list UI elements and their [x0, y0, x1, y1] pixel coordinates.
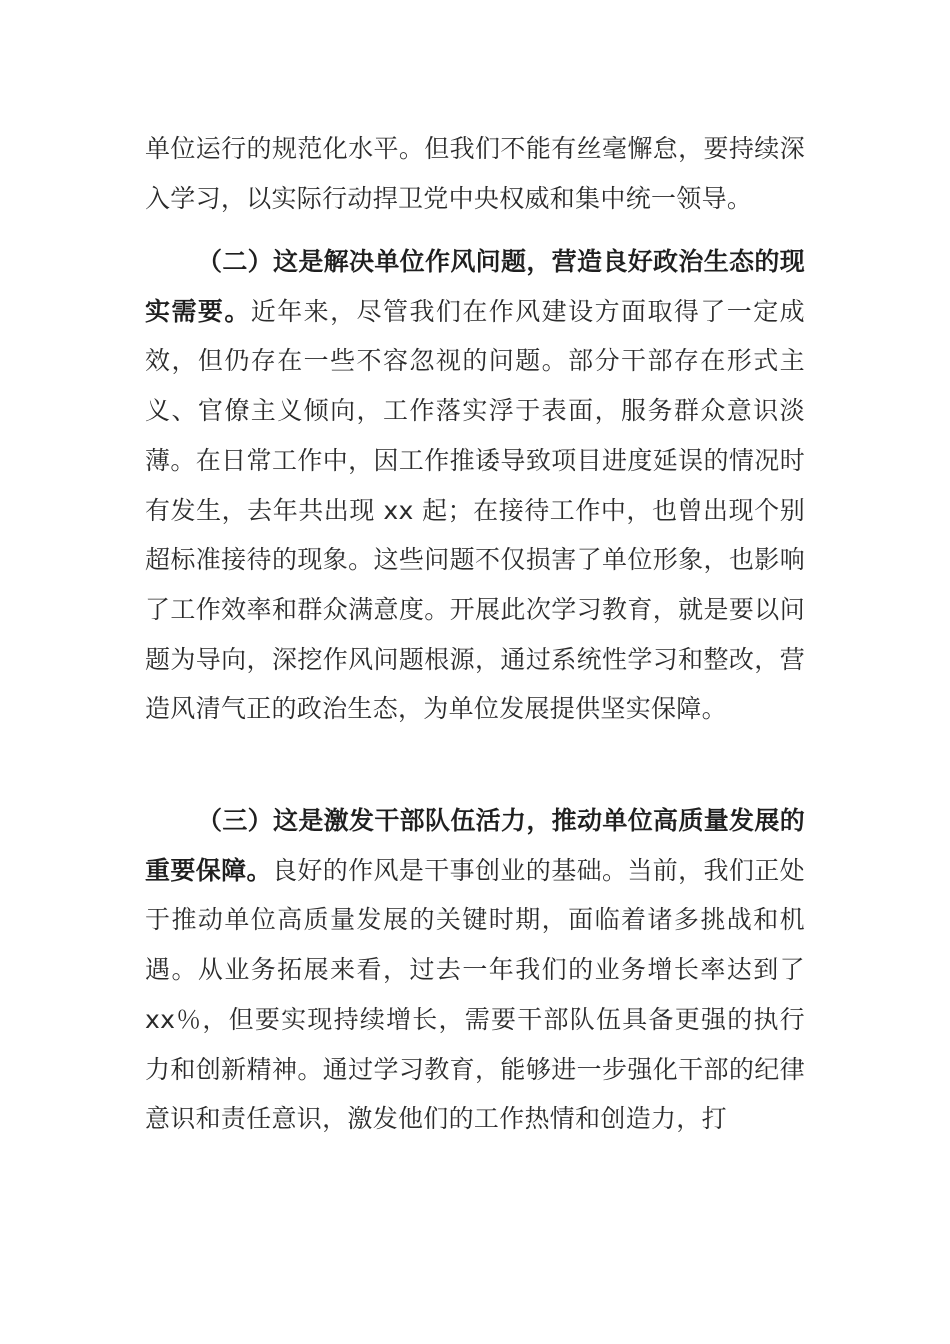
section-two-block: [145, 237, 805, 734]
section-three-block: [145, 796, 805, 1144]
continuation-paragraph: 单位运行的规范化水平。但我们不能有丝毫懈怠，要持续深入学习，以实际行动捍卫党中央权威和集中统一领导。: [145, 134, 805, 213]
section-two-body: 近年来，尽管我们在作风建设方面取得了一定成效，但仍存在一些不容忽视的问题。部分干部存在形式主义、官僚主义倾向，工作落实浮于表面，服务群众意识淡薄。在日常工作中，因工作推诿导致项目进度延误的情况时有发生，去年共出现 xx 起；在接待工作中，也曾出现个别超标准接待的现象。这些问题不仅损害了单位形象，也影响了工作效率和群众满意度。开展此次学习教育，就是要以问题为导向，深挖作风问题根源，通过系统性学习和整改，营造风清气正的政治生态，为单位发展提供坚实保障。: [145, 296, 805, 724]
section-two-paragraph: [145, 237, 805, 734]
section-three-heading: （三）这是激发干部队伍活力，推动单位高质量发展的重要保障。: [145, 806, 805, 885]
section-three-body: 良好的作风是干事创业的基础。当前，我们正处于推动单位高质量发展的关键时期，面临着诸多挑战和机遇。从业务拓展来看，过去一年我们的业务增长率达到了 xx％，但要实现持续增长，需要干部队伍具备更强的执行力和创新精神。通过学习教育，能够进一步强化干部的纪律意识和责任意识，激发他们的工作热情和创造力，打: [145, 855, 805, 1134]
section-three-paragraph: [145, 796, 805, 1144]
continuation-paragraph-block: [145, 124, 805, 223]
section-two-heading: （二）这是解决单位作风问题，营造良好政治生态的现实需要。: [145, 247, 805, 326]
